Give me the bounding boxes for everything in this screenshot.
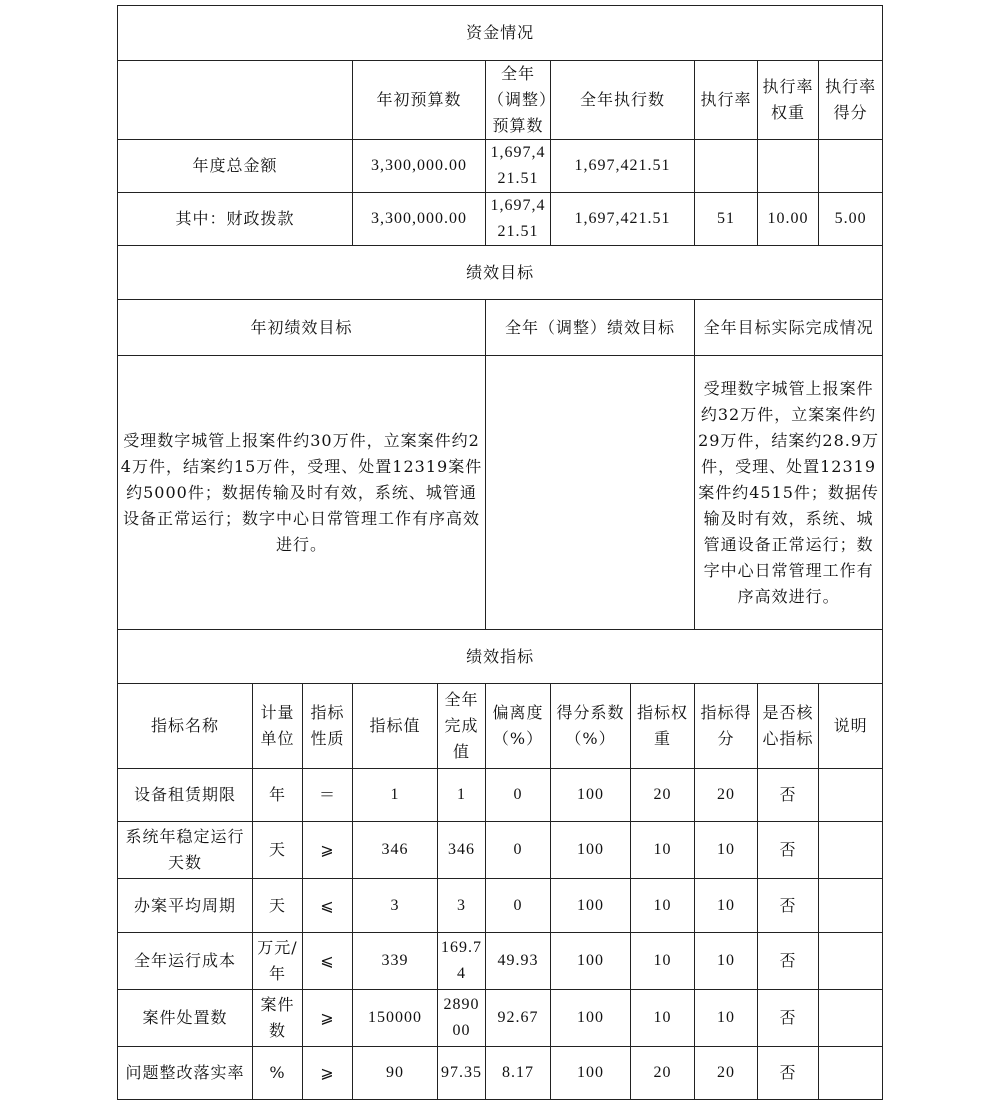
indicator-actual: 289000: [438, 990, 486, 1047]
indicator-deviation: 0: [486, 769, 551, 822]
indicator-note: [819, 990, 883, 1047]
table-row: [118, 879, 883, 933]
funding-rate-cell: [695, 140, 758, 193]
indicator-unit: 万元/年: [253, 933, 303, 990]
actual-completion-text: 受理数字城管上报案件约32万件，立案案件约29万件，结案约28.9万件，受理、处置12319案件约4515件；数据传输及时有效，系统、城管通设备正常运行；数字中心日常管理工作有序高效进行。: [695, 356, 883, 630]
indicator-note: [819, 933, 883, 990]
indicator-header-deviation: 偏离度（%）: [486, 684, 551, 769]
indicator-unit: 天: [253, 879, 303, 933]
table-row: [118, 1047, 883, 1100]
funding-executed-cell: 1,697,421.51: [551, 140, 695, 193]
funding-executed-cell: 1,697,421.51: [551, 193, 695, 246]
indicator-unit: 案件数: [253, 990, 303, 1047]
funding-header-adjusted-budget: 全年（调整）预算数: [486, 61, 551, 140]
funding-initial-budget-cell: 3,300,000.00: [353, 140, 486, 193]
indicator-name: 案件处置数: [118, 990, 253, 1047]
funding-weight-cell: [758, 140, 819, 193]
performance-report-sheet: [117, 5, 882, 1100]
funding-header-blank: [118, 61, 353, 140]
indicator-core: 否: [758, 769, 819, 822]
indicator-deviation: 8.17: [486, 1047, 551, 1100]
goals-header-initial: 年初绩效目标: [118, 300, 486, 356]
funding-weight-cell: 10.00: [758, 193, 819, 246]
indicator-weight: 20: [631, 769, 695, 822]
funding-header-score: 执行率得分: [819, 61, 883, 140]
indicator-target: 3: [353, 879, 438, 933]
indicators-section-title: 绩效指标: [118, 630, 883, 684]
indicator-coef: 100: [551, 933, 631, 990]
indicator-header-weight: 指标权重: [631, 684, 695, 769]
funding-adjusted-budget-cell: 1,697,421.51: [486, 193, 551, 246]
indicator-deviation: 0: [486, 822, 551, 879]
indicator-deviation: 0: [486, 879, 551, 933]
indicator-coef: 100: [551, 990, 631, 1047]
indicator-coef: 100: [551, 1047, 631, 1100]
funding-header-weight: 执行率权重: [758, 61, 819, 140]
funding-rate-cell: 51: [695, 193, 758, 246]
funding-score-cell: 5.00: [819, 193, 883, 246]
indicator-actual: 3: [438, 879, 486, 933]
indicator-nature: ⩽: [303, 933, 353, 990]
goals-header-actual: 全年目标实际完成情况: [695, 300, 883, 356]
funding-score-cell: [819, 140, 883, 193]
indicator-coef: 100: [551, 822, 631, 879]
indicator-unit: %: [253, 1047, 303, 1100]
indicator-coef: 100: [551, 769, 631, 822]
indicator-header-coef: 得分系数（%）: [551, 684, 631, 769]
indicator-header-unit: 计量单位: [253, 684, 303, 769]
indicator-core: 否: [758, 1047, 819, 1100]
indicator-target: 90: [353, 1047, 438, 1100]
indicator-weight: 10: [631, 990, 695, 1047]
table-row: [118, 822, 883, 879]
indicator-weight: 10: [631, 822, 695, 879]
indicator-actual: 1: [438, 769, 486, 822]
indicator-name: 问题整改落实率: [118, 1047, 253, 1100]
indicator-target: 1: [353, 769, 438, 822]
indicator-note: [819, 1047, 883, 1100]
indicator-name: 办案平均周期: [118, 879, 253, 933]
indicator-score: 10: [695, 990, 758, 1047]
indicator-core: 否: [758, 822, 819, 879]
indicator-header-note: 说明: [819, 684, 883, 769]
initial-goal-text: 受理数字城管上报案件约30万件，立案案件约24万件，结案约15万件，受理、处置12319案件约5000件；数据传输及时有效，系统、城管通设备正常运行；数字中心日常管理工作有序高效进行。: [118, 356, 486, 630]
indicator-name: 全年运行成本: [118, 933, 253, 990]
indicator-score: 20: [695, 769, 758, 822]
indicator-nature: ⩾: [303, 1047, 353, 1100]
indicator-coef: 100: [551, 879, 631, 933]
indicator-nature: ⩽: [303, 879, 353, 933]
indicator-header-name: 指标名称: [118, 684, 253, 769]
indicator-score: 10: [695, 879, 758, 933]
table-row: [118, 990, 883, 1047]
indicator-target: 339: [353, 933, 438, 990]
indicator-unit: 年: [253, 769, 303, 822]
indicator-header-nature: 指标性质: [303, 684, 353, 769]
indicator-target: 346: [353, 822, 438, 879]
indicator-name: 设备租赁期限: [118, 769, 253, 822]
indicator-weight: 10: [631, 933, 695, 990]
indicator-nature: ⩾: [303, 822, 353, 879]
indicator-score: 10: [695, 933, 758, 990]
indicator-core: 否: [758, 879, 819, 933]
indicator-header-target: 指标值: [353, 684, 438, 769]
indicator-header-core: 是否核心指标: [758, 684, 819, 769]
indicator-weight: 10: [631, 879, 695, 933]
goals-header-adjusted: 全年（调整）绩效目标: [486, 300, 695, 356]
indicator-header-score: 指标得分: [695, 684, 758, 769]
table-row: [118, 769, 883, 822]
indicator-actual: 346: [438, 822, 486, 879]
funding-section-title: 资金情况: [118, 6, 883, 61]
indicator-name: 系统年稳定运行天数: [118, 822, 253, 879]
adjusted-goal-text: [486, 356, 695, 630]
indicator-actual: 169.74: [438, 933, 486, 990]
indicator-target: 150000: [353, 990, 438, 1047]
indicator-deviation: 92.67: [486, 990, 551, 1047]
indicator-header-actual: 全年完成值: [438, 684, 486, 769]
goals-section-title: 绩效目标: [118, 246, 883, 300]
funding-row-label: 年度总金额: [118, 140, 353, 193]
indicator-score: 20: [695, 1047, 758, 1100]
performance-table: [117, 5, 883, 1100]
indicator-score: 10: [695, 822, 758, 879]
indicator-weight: 20: [631, 1047, 695, 1100]
indicator-actual: 97.35: [438, 1047, 486, 1100]
indicator-note: [819, 769, 883, 822]
funding-adjusted-budget-cell: 1,697,421.51: [486, 140, 551, 193]
funding-initial-budget-cell: 3,300,000.00: [353, 193, 486, 246]
indicator-unit: 天: [253, 822, 303, 879]
funding-header-initial-budget: 年初预算数: [353, 61, 486, 140]
table-row: [118, 933, 883, 990]
funding-row-label: 其中：财政拨款: [118, 193, 353, 246]
indicator-note: [819, 822, 883, 879]
funding-header-rate: 执行率: [695, 61, 758, 140]
indicator-nature: ⩾: [303, 990, 353, 1047]
indicator-note: [819, 879, 883, 933]
indicator-deviation: 49.93: [486, 933, 551, 990]
indicator-core: 否: [758, 933, 819, 990]
funding-header-executed: 全年执行数: [551, 61, 695, 140]
indicator-nature: ＝: [303, 769, 353, 822]
indicator-core: 否: [758, 990, 819, 1047]
